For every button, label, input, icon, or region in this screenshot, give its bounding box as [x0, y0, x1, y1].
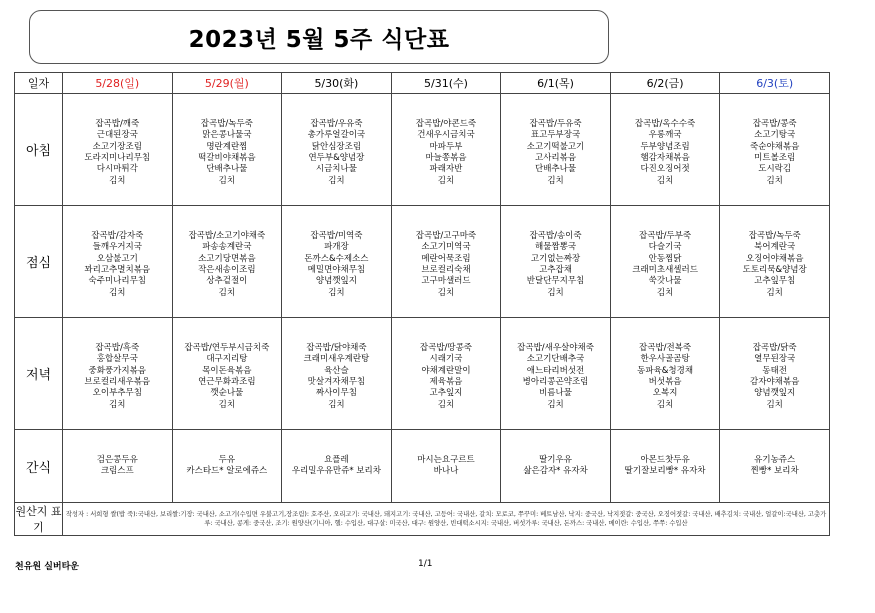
menu-item: 근대된장국: [96, 130, 138, 141]
menu-item: 다진오징어젓: [640, 164, 690, 175]
menu-item: 찐빵* 보리차: [750, 466, 799, 476]
menu-item: 메란어묵조림: [421, 253, 471, 264]
menu-item: 쑥갓나물: [648, 276, 682, 287]
menu-item: 삶은감자* 유자차: [523, 466, 588, 476]
menu-item: 양념깻잎지: [315, 276, 357, 287]
menu-cell: [63, 206, 173, 318]
menu-cell: [63, 94, 173, 206]
menu-cell: [391, 318, 501, 430]
menu-item: 비름나물: [539, 388, 572, 399]
menu-item: 김치: [328, 399, 345, 410]
title-box: [29, 10, 609, 64]
menu-item: 북어계란국: [754, 242, 796, 253]
menu-item: 짜사이무침: [315, 388, 357, 399]
menu-cell: [63, 430, 173, 503]
menu-item: 김치: [766, 287, 783, 298]
menu-cell: [501, 430, 611, 503]
date-header-6: 6/2(금): [610, 73, 720, 94]
menu-item: 안동찜닭: [648, 253, 682, 264]
menu-cell: [282, 94, 392, 206]
menu-item: 도시락김: [758, 164, 792, 175]
menu-item: 버섯볶음: [648, 377, 682, 387]
menu-item: 맑은콩나물국: [202, 130, 252, 141]
meal-row-3: [15, 318, 830, 430]
menu-item: 명란계란찜: [206, 141, 248, 152]
menu-item: 잡곡밥/고구마죽: [415, 231, 477, 242]
meal-label: 아침: [15, 94, 63, 206]
menu-item: 오징어야채볶음: [745, 253, 804, 264]
date-header-4: 5/31(수): [391, 73, 501, 94]
meal-row-1: [15, 94, 830, 206]
menu-cell: [282, 430, 392, 503]
date-header-label: 일자: [15, 73, 63, 94]
menu-item: 김치: [218, 175, 236, 186]
menu-item: 검은콩두유: [96, 454, 138, 465]
menu-cell: [610, 430, 720, 503]
menu-item: 두부양념조림: [640, 141, 690, 152]
menu-item: 깻순나물: [210, 388, 244, 399]
menu-item: 닭안심장조림: [311, 141, 362, 152]
menu-item: 바나나: [433, 466, 459, 476]
meal-row-2: [15, 206, 830, 318]
menu-item: 연근무화과조림: [198, 377, 256, 387]
menu-item: 야채계란말이: [421, 365, 471, 376]
menu-item: 잡곡밥/깨죽: [95, 119, 140, 130]
header-row: [15, 73, 830, 94]
menu-item: 잡곡밥/옥수수죽: [634, 119, 696, 130]
menu-cell: [282, 206, 392, 318]
menu-cell: [610, 206, 720, 318]
menu-item: 김치: [218, 287, 236, 298]
page-title: 2023년 5월 5주 식단표: [188, 26, 450, 53]
menu-cell: [172, 94, 282, 206]
menu-cell: [172, 206, 282, 318]
menu-item: 잡곡밥/연두부시금치죽: [184, 343, 270, 354]
menu-item: 작은새송이조림: [198, 265, 256, 275]
menu-item: 감자야채볶음: [750, 377, 800, 387]
menu-item: 반달단무지무침: [526, 276, 585, 287]
menu-item: 한우사골곰탕: [640, 354, 690, 365]
origin-row: [15, 503, 830, 536]
menu-cell: [720, 318, 830, 430]
menu-item: 김치: [109, 175, 126, 186]
menu-item: 김치: [547, 287, 564, 298]
organization-name: 천유원 실버타운: [15, 562, 79, 572]
menu-cell: [282, 318, 392, 430]
menu-cell: [610, 94, 720, 206]
menu-item: 잡곡밥/콩죽: [752, 119, 797, 130]
menu-item: 크림스프: [100, 466, 134, 476]
menu-cell: [172, 318, 282, 430]
origin-label: 원산지 표기: [15, 503, 63, 536]
menu-item: 표고두부장국: [530, 130, 581, 141]
menu-item: 미트볼조림: [754, 153, 796, 163]
menu-item: 떡갈비야채볶음: [198, 153, 256, 163]
menu-item: 잡곡밥/감자죽: [91, 231, 144, 242]
menu-item: 딸기우유: [539, 454, 572, 465]
menu-item: 김치: [328, 287, 345, 298]
menu-item: 소고기단배추국: [526, 354, 585, 365]
meal-label: 저녁: [15, 318, 63, 430]
menu-item: 김치: [656, 399, 674, 410]
menu-item: 꽈리고추멸치볶음: [84, 265, 151, 275]
menu-item: 시래기국: [429, 354, 463, 365]
menu-item: 소고기떡불고기: [526, 141, 585, 152]
menu-cell: [391, 430, 501, 503]
menu-item: 잡곡밥/흑죽: [95, 343, 140, 354]
menu-item: 양념깻잎지: [754, 388, 796, 399]
menu-item: 딸기잘보리빵* 유자차: [624, 466, 706, 476]
menu-item: 고추잎무침: [754, 276, 796, 287]
menu-item: 홍합살무국: [96, 354, 138, 365]
date-header-5: 6/1(목): [501, 73, 611, 94]
date-header-3: 5/30(화): [282, 73, 392, 94]
meal-label: 점심: [15, 206, 63, 318]
menu-item: 요플레: [324, 454, 349, 465]
menu-cell: [501, 94, 611, 206]
menu-item: 잡곡밥/새우살야채죽: [517, 343, 594, 354]
menu-item: 들깨우거지국: [92, 242, 142, 253]
menu-cell: [720, 206, 830, 318]
menu-item: 건새우시금치국: [417, 130, 475, 141]
meal-label: 간식: [15, 430, 63, 503]
menu-item: 다시마튀각: [96, 164, 138, 175]
menu-item: 김치: [547, 399, 564, 410]
menu-item: 총가루얼갈이국: [307, 130, 366, 141]
menu-item: 소고기장조림: [92, 141, 142, 152]
menu-item: 맛살겨자채무침: [307, 377, 366, 387]
menu-item: 잡곡밥/두유죽: [529, 119, 582, 130]
menu-cell: [63, 318, 173, 430]
menu-item: 아몬드찻두유: [640, 454, 690, 465]
menu-item: 김치: [437, 287, 455, 298]
menu-item: 잡곡밥/닭죽: [752, 343, 797, 354]
menu-item: 김치: [656, 287, 674, 298]
menu-item: 도토리묵&양념장: [742, 265, 807, 275]
menu-cell: [501, 318, 611, 430]
menu-item: 단배추나물: [535, 164, 577, 175]
menu-item: 김치: [437, 399, 455, 410]
menu-cell: [720, 94, 830, 206]
menu-item: 메밀면야채무침: [307, 265, 366, 275]
menu-item: 잡곡밥/녹두죽: [748, 231, 801, 242]
menu-item: 소고기탕국: [754, 130, 796, 141]
menu-item: 파개장: [324, 242, 349, 253]
menu-item: 김치: [766, 175, 783, 186]
menu-item: 대구지리탕: [206, 354, 248, 365]
menu-item: 목이돈육볶음: [202, 365, 252, 376]
menu-cell: [391, 94, 501, 206]
menu-item: 육산슬: [324, 365, 349, 376]
menu-item: 잡곡밥/전복죽: [639, 343, 692, 354]
menu-item: 김치: [218, 399, 236, 410]
menu-item: 죽순야채볶음: [750, 141, 800, 152]
menu-item: 다슬기국: [648, 242, 682, 253]
menu-item: 마시는요구르트: [417, 454, 475, 465]
menu-item: 고추잡채: [539, 265, 572, 275]
menu-item: 애느타리버섯전: [526, 365, 585, 376]
menu-item: 김치: [328, 175, 345, 186]
menu-item: 단배추나물: [206, 164, 248, 175]
menu-item: 파송송계란국: [202, 242, 252, 253]
menu-table: [14, 72, 830, 536]
menu-item: 고기없는짜장: [530, 253, 581, 264]
menu-item: 김치: [109, 287, 126, 298]
menu-item: 고구마샐러드: [421, 276, 471, 287]
menu-item: 잡곡밥/우유죽: [310, 119, 363, 130]
menu-item: 크래미초새셀러드: [632, 265, 698, 275]
menu-item: 마늘쫑볶음: [425, 153, 467, 163]
menu-item: 잡곡밥/송이죽: [529, 231, 582, 242]
menu-item: 소고기당면볶음: [198, 253, 256, 264]
menu-item: 잡곡밥/녹두죽: [200, 119, 253, 130]
menu-item: 파래자반: [429, 164, 463, 175]
menu-item: 오삼불고기: [96, 253, 138, 264]
menu-item: 카스타드* 알로에쥬스: [186, 466, 268, 476]
menu-item: 잡곡밥/미역죽: [310, 231, 363, 242]
menu-item: 햄감자채볶음: [640, 153, 690, 163]
menu-item: 김치: [766, 399, 783, 410]
menu-item: 두유: [218, 454, 236, 465]
menu-item: 동파육&청경채: [637, 365, 694, 376]
menu-item: 잡곡밥/두부죽: [639, 231, 692, 242]
menu-cell: [720, 430, 830, 503]
date-header-7: 6/3(토): [720, 73, 830, 94]
menu-cell: [172, 430, 282, 503]
menu-item: 유기농쥬스: [754, 454, 796, 465]
menu-item: 우롱깨국: [648, 130, 682, 141]
menu-cell: [501, 206, 611, 318]
page-number: 1/1: [418, 559, 433, 569]
menu-cell: [610, 318, 720, 430]
menu-item: 우리밀우유만쥬* 보리차: [291, 466, 381, 476]
date-header-2: 5/29(월): [172, 73, 282, 94]
menu-item: 김치: [437, 175, 455, 186]
menu-item: 숙주미나리무침: [88, 276, 147, 287]
menu-item: 크래미새우계란탕: [303, 354, 370, 365]
menu-cell: [391, 206, 501, 318]
menu-item: 해물짬뽕국: [535, 242, 577, 253]
menu-item: 잡곡밥/땅콩죽: [419, 343, 473, 354]
menu-item: 열무된장국: [754, 354, 796, 365]
menu-item: 오이부추무침: [92, 388, 142, 399]
menu-item: 상추겉절이: [206, 276, 248, 287]
menu-item: 고추잎지: [429, 388, 463, 399]
menu-item: 시금치나물: [315, 164, 357, 175]
menu-item: 김치: [656, 175, 674, 186]
menu-item: 잡곡밥/소고기야채죽: [188, 231, 266, 242]
menu-item: 잡곡밥/야콘드죽: [415, 119, 477, 130]
menu-item: 병아리콩곤약조림: [522, 377, 589, 387]
menu-item: 브로컬리숙채: [421, 265, 471, 275]
menu-item: 김치: [547, 175, 564, 186]
origin-text: 작성자 : 서희형 쌀(밥 죽):국내산, 보리쌀:기장: 국내산, 소고기(수입면 우불고기,장조림): 호주산, 오리고기: 국내산, 돼지고기: 국내산, 고등어: 국내산, 갈치: 모로코, 쭈꾸미: 베트남산, 낙지: 중국산, 낙지젓갈: 중국산, 오징어젓갈: 국내산, 배추김치: 국내산, 얼갈이:국내산, 고춧가루: 국내산, 콩게: 중국산, 조기: 원양산(기니아, 헬: 수입산, 대구살: 미국산, 대구: 원양산, 빈대떡소시지: 국내산, 버섯가루: 국내산, 돈까스: 국내산, 메이란: 수입산, 쭈쭈: 수입산: [63, 503, 830, 536]
menu-item: 도라지미나리무침: [84, 153, 151, 163]
menu-item: 동태전: [762, 365, 787, 376]
menu-item: 고사리볶음: [535, 153, 577, 163]
menu-item: 오복지: [652, 388, 678, 399]
menu-item: 잡곡밥/닭야채죽: [306, 343, 367, 354]
menu-item: 제육볶음: [429, 377, 463, 387]
meal-row-4: [15, 430, 830, 503]
menu-item: 중화풍가지볶음: [88, 365, 147, 376]
menu-item: 연두부&양념장: [308, 153, 365, 163]
menu-item: 김치: [109, 399, 126, 410]
menu-item: 소고기미역국: [421, 242, 471, 253]
menu-item: 마파두부: [429, 141, 463, 152]
date-header-1: 5/28(일): [63, 73, 173, 94]
menu-item: 브로컬리새우볶음: [84, 377, 151, 387]
menu-item: 돈까스&수제소스: [304, 253, 369, 264]
